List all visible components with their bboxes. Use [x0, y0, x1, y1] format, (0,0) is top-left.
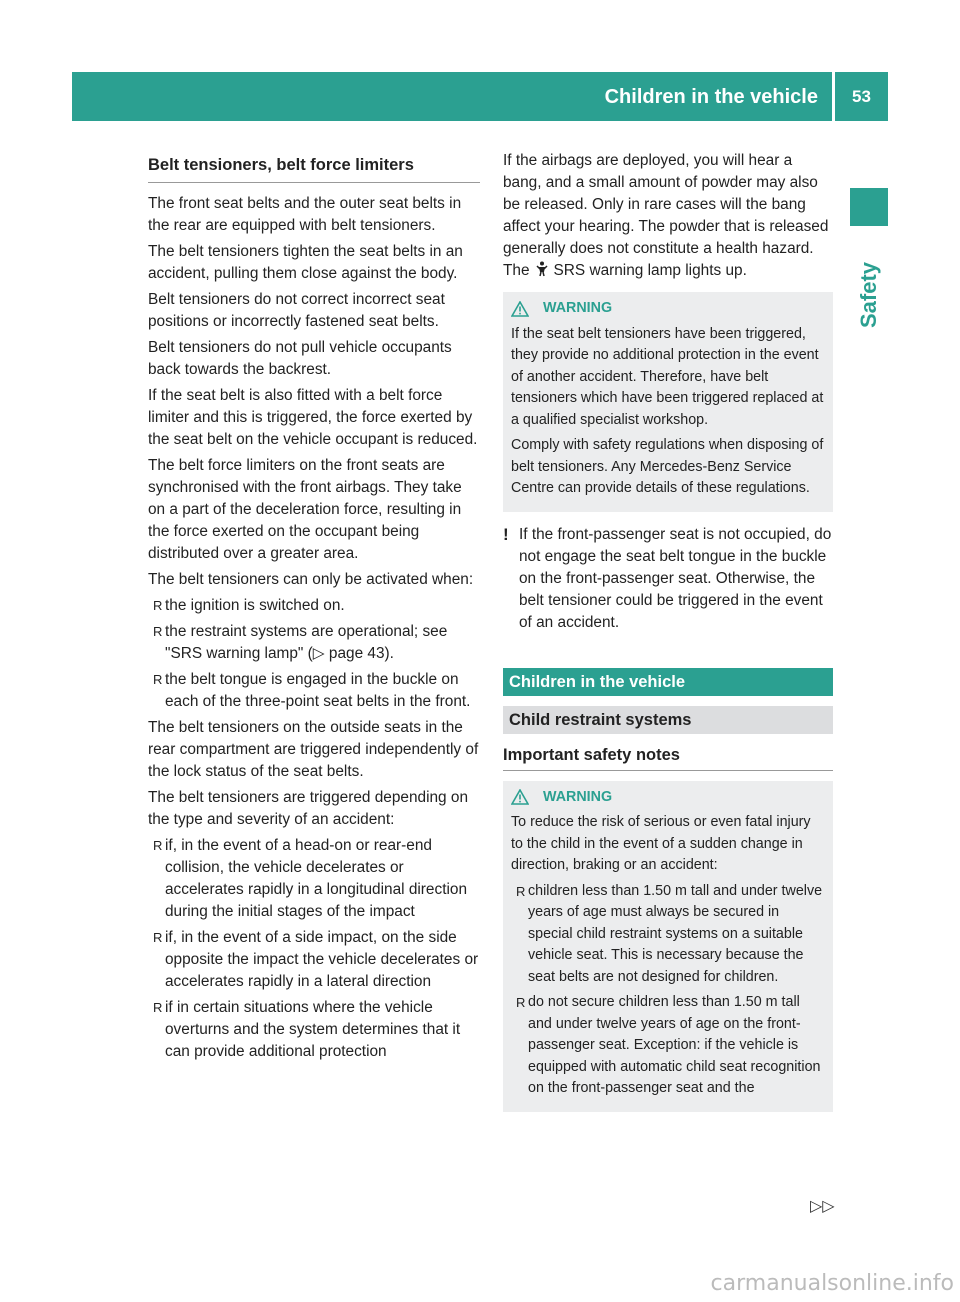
- list-item-text[interactable]: the restraint systems are operational; see "SRS warning lamp" (▷ page 43).: [165, 623, 448, 662]
- paragraph: [503, 150, 833, 282]
- list-item: [148, 621, 480, 665]
- warning-box: [503, 781, 833, 1112]
- bullet-marker: R: [153, 1000, 163, 1015]
- sub-heading: Important safety notes: [503, 738, 833, 771]
- list-item: [148, 997, 480, 1063]
- list-item: [148, 927, 480, 993]
- warning-header: [511, 787, 825, 809]
- intro-text: SRS warning lamp lights up.: [553, 262, 747, 279]
- paragraph: The belt tensioners tighten the seat belts in an accident, pulling them close against the body.: [148, 243, 463, 282]
- list-item-text: children less than 1.50 m tall and under twelve years of age must always be secured in special child restraint systems on a suitable vehicle seat. This is necessary because the seat belts are not designed for children.: [528, 882, 823, 985]
- side-tab: [847, 250, 891, 340]
- section-title: Children in the vehicle: [503, 668, 833, 696]
- bullet-list: [148, 835, 480, 1063]
- warning-text: To reduce the risk of serious or even fatal injury to the child in the event of a sudden change in direction, braking or an accident:: [511, 814, 811, 873]
- list-item-text: the ignition is switched on.: [165, 597, 345, 614]
- side-tab-marker: [850, 188, 888, 226]
- side-tab-label: Safety: [856, 261, 881, 329]
- bullet-marker: R: [153, 598, 163, 613]
- paragraph: The belt tensioners on the outside seats in the rear compartment are triggered independently of the lock status of the seat belts.: [148, 719, 479, 780]
- notice-icon: !: [503, 524, 509, 544]
- warning-triangle-icon: [511, 789, 529, 805]
- warning-box: [503, 292, 833, 512]
- list-item: [148, 669, 480, 713]
- warning-text: If the seat belt tensioners have been triggered, they provide no additional protection in the event of another accident. Therefore, have belt tensioners which have been triggered replaced at a qualified specialist workshop.: [511, 325, 824, 428]
- continue-arrow-icon: ▷▷: [810, 1198, 835, 1215]
- warning-label: WARNING: [543, 300, 613, 316]
- bullet-marker: R: [516, 883, 526, 899]
- bullet-marker: R: [153, 930, 163, 945]
- right-column: [503, 150, 833, 1124]
- list-item-text: if, in the event of a side impact, on the side opposite the impact the vehicle decelerates or accelerates rapidly in a lateral direction: [165, 929, 479, 990]
- watermark: carmanualsonline.info: [710, 1271, 954, 1296]
- bullet-list: [511, 881, 825, 1100]
- list-item: [511, 992, 825, 1100]
- chapter-title: Children in the vehicle: [604, 86, 818, 108]
- bullet-list: [148, 595, 480, 713]
- list-item-text: if in certain situations where the vehicle overturns and the system determines that it can provide additional protection: [165, 999, 461, 1060]
- notice: [503, 524, 833, 634]
- bullet-marker: R: [516, 995, 526, 1010]
- header-bar: [72, 72, 888, 121]
- warning-text: Comply with safety regulations when disposing of belt tensioners. Any Mercedes-Benz Service Centre can provide details of these regulations.: [511, 437, 824, 496]
- paragraph: The belt tensioners can only be activated when:: [148, 571, 474, 588]
- list-item-text: if, in the event of a head-on or rear-end collision, the vehicle decelerates or accelerates rapidly in a longitudinal direction during the initial stages of the impact: [165, 837, 468, 920]
- paragraph: The belt tensioners are triggered depending on the type and severity of an accident:: [148, 789, 469, 828]
- warning-header: [511, 298, 825, 320]
- warning-triangle-icon: [511, 301, 529, 317]
- paragraph: Belt tensioners do not correct incorrect seat positions or incorrectly fastened seat belts.: [148, 291, 445, 330]
- warning-label: WARNING: [543, 788, 613, 805]
- paragraph: The front seat belts and the outer seat belts in the rear are equipped with belt tensioners.: [148, 195, 462, 234]
- paragraph: If the seat belt is also fitted with a belt force limiter and this is triggered, the force exerted by the seat belt on the vehicle occupant is reduced.: [148, 387, 478, 448]
- list-item: [511, 881, 825, 989]
- bullet-marker: R: [153, 672, 163, 687]
- left-column: [148, 150, 480, 1067]
- paragraph: Belt tensioners do not pull vehicle occupants back towards the backrest.: [148, 339, 452, 378]
- notice-text: If the front-passenger seat is not occupied, do not engage the seat belt tongue in the buckle on the front-passenger seat. Otherwise, the belt tensioner could be triggered in the event of an accident.: [519, 525, 832, 631]
- section-heading: Belt tensioners, belt force limiters: [148, 150, 480, 183]
- list-item-text: the belt tongue is engaged in the buckle on each of the three-point seat belts in the front.: [165, 671, 471, 710]
- list-item: [148, 595, 480, 617]
- subsection-title: Child restraint systems: [503, 706, 833, 734]
- list-item-text: do not secure children less than 1.50 m tall and under twelve years of age on the front-passenger seat. Exception: if the vehicle is equipped with automatic child seat recognition on the front-passenger seat and the: [528, 994, 821, 1096]
- page-number: 53: [852, 87, 871, 106]
- intro-text: If the airbags are deployed, you will hear a bang, and a small amount of powder may also be released. Only in rare cases will the bang affect your hearing. The powder that is released generally does not constitute a health hazard. The: [503, 152, 829, 279]
- bullet-marker: R: [153, 838, 163, 853]
- list-item: [148, 835, 480, 923]
- paragraph: The belt force limiters on the front seats are synchronised with the front airbags. They take on a part of the deceleration force, resulting in the force exerted on the occupant being distributed over a greater area.: [148, 457, 462, 562]
- srs-warning-lamp-icon: [534, 261, 550, 277]
- bullet-marker: R: [153, 624, 163, 639]
